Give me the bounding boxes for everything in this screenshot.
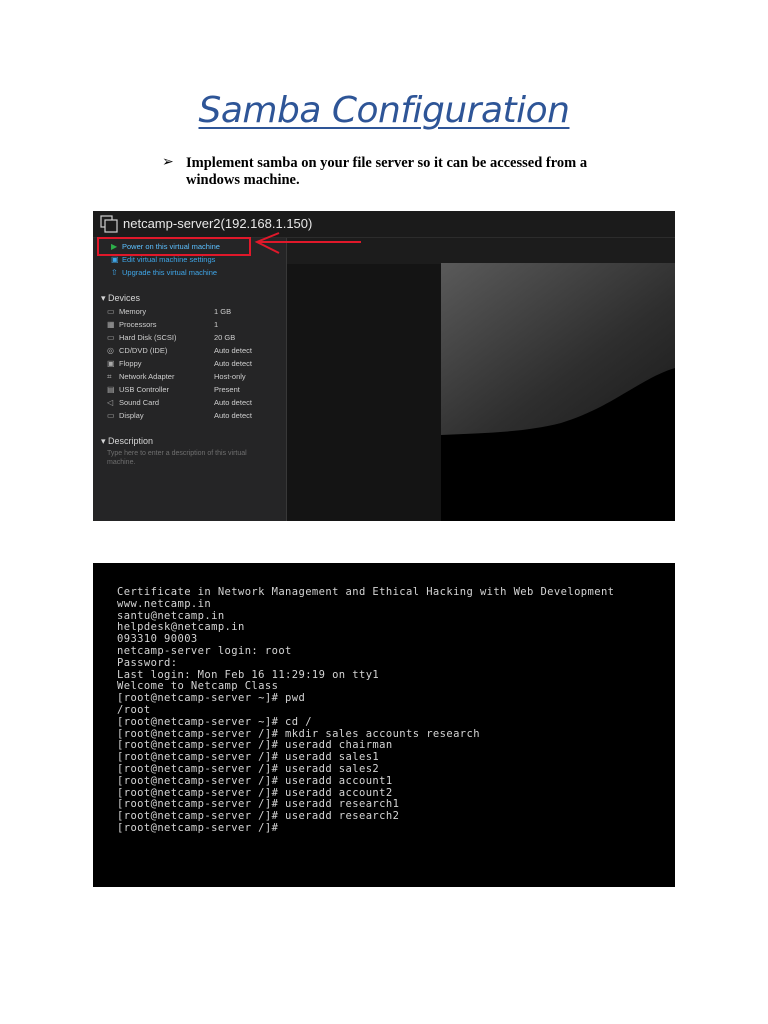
terminal-line: helpdesk@netcamp.in (117, 621, 245, 634)
device-row-memory[interactable] (107, 307, 277, 320)
arrow-bullet-icon: ➢ (162, 155, 174, 170)
collapse-arrow-icon: ▾ (101, 293, 106, 303)
power-on-label: Power on this virtual machine (122, 242, 220, 251)
vm-screen-thumbnail[interactable] (441, 263, 675, 521)
description-section-header[interactable] (101, 436, 153, 447)
red-pointer-arrow (249, 231, 369, 261)
device-name: Display (119, 411, 144, 420)
device-name: CD/DVD (IDE) (119, 346, 168, 355)
terminal-line: [root@netcamp-server /]# useradd account1 (117, 774, 393, 787)
cd-dvd-icon: ◎ (107, 346, 114, 355)
device-row-floppy[interactable] (107, 359, 277, 372)
hard-disk-icon: ▭ (107, 333, 115, 342)
description-input[interactable]: Type here to enter a description of this virtual machine. (107, 450, 247, 466)
terminal-line: [root@netcamp-server /]# useradd research2 (117, 810, 400, 823)
terminal-line: [root@netcamp-server /]# (117, 821, 279, 834)
device-value: Auto detect (214, 359, 252, 368)
device-value: 1 GB (214, 307, 232, 316)
bullet-text: Implement samba on your file server so it can be accessed from a windows machine. (186, 155, 588, 188)
device-name: USB Controller (119, 385, 170, 394)
device-value: Auto detect (214, 346, 252, 355)
device-value: Present (214, 385, 240, 394)
processor-icon: ▦ (107, 320, 115, 329)
terminal-line: [root@netcamp-server /]# useradd research1 (117, 798, 400, 811)
edit-settings-icon: ▣ (111, 255, 119, 264)
vm-title: netcamp-server2(192.168.1.150) (123, 216, 313, 231)
floppy-icon: ▣ (107, 359, 115, 368)
edit-settings-label: Edit virtual machine settings (122, 255, 216, 264)
vm-screenshot (93, 211, 675, 521)
device-value: Auto detect (214, 398, 252, 407)
power-on-highlight-box (97, 237, 251, 256)
terminal-line: Welcome to Netcamp Class (117, 680, 279, 693)
device-name: Processors (119, 320, 157, 329)
terminal-line: [root@netcamp-server /]# useradd sales2 (117, 762, 380, 775)
terminal-line: Password: (117, 656, 178, 669)
device-row-hard-disk[interactable] (107, 333, 277, 346)
terminal-line: /root (117, 703, 151, 716)
device-value: 20 GB (214, 333, 236, 342)
terminal-line: [root@netcamp-server ~]# cd / (117, 715, 312, 728)
terminal-output (117, 587, 614, 835)
vm-titlebar (93, 211, 675, 238)
upgrade-action[interactable] (111, 268, 217, 277)
document-title: Samba Configuration (198, 90, 570, 131)
usb-icon: ▤ (107, 385, 115, 394)
terminal-line: [root@netcamp-server /]# mkdir sales accounts research (117, 727, 480, 740)
terminal-line: [root@netcamp-server /]# useradd sales1 (117, 751, 380, 764)
terminal-line: netcamp-server login: root (117, 644, 292, 657)
terminal-line: 093310 90003 (117, 633, 198, 646)
device-name: Floppy (119, 359, 142, 368)
play-icon: ▶ (111, 242, 118, 251)
vm-sidebar (93, 238, 287, 521)
sound-card-icon: ◁ (107, 398, 114, 407)
bullet-item (162, 155, 632, 189)
device-value: 1 (214, 320, 219, 329)
devices-section-header[interactable] (101, 293, 140, 304)
device-row-network-adapter[interactable] (107, 372, 277, 385)
collapse-arrow-icon: ▾ (101, 436, 106, 446)
terminal-line: Certificate in Network Management and Ethical Hacking with Web Development (117, 586, 615, 598)
terminal-line: [root@netcamp-server /]# useradd chairman (117, 739, 393, 752)
terminal-line: [root@netcamp-server ~]# pwd (117, 692, 306, 705)
terminal-screenshot (93, 563, 675, 887)
device-name: Hard Disk (SCSI) (119, 333, 177, 342)
device-value: Auto detect (214, 411, 252, 420)
terminal-line: Last login: Mon Feb 16 11:29:19 on tty1 (117, 668, 380, 681)
device-row-processors[interactable] (107, 320, 277, 333)
vm-icon (100, 215, 118, 233)
device-row-display[interactable] (107, 411, 277, 424)
device-row-usb-controller[interactable] (107, 385, 277, 398)
edit-settings-action[interactable] (111, 255, 215, 264)
device-name: Sound Card (119, 398, 160, 407)
device-row-sound-card[interactable] (107, 398, 277, 411)
terminal-line: [root@netcamp-server /]# useradd account2 (117, 786, 393, 799)
memory-icon: ▭ (107, 307, 115, 316)
devices-header-label: Devices (108, 293, 141, 303)
terminal-line: www.netcamp.in (117, 597, 212, 610)
terminal-line: santu@netcamp.in (117, 609, 225, 622)
upgrade-icon: ⇧ (111, 268, 118, 277)
network-adapter-icon: ⌗ (107, 372, 112, 381)
device-row-cd-dvd[interactable] (107, 346, 277, 359)
description-header-label: Description (108, 436, 154, 446)
device-value: Host-only (214, 372, 246, 381)
display-icon: ▭ (107, 411, 115, 420)
device-name: Network Adapter (119, 372, 175, 381)
upgrade-label: Upgrade this virtual machine (122, 268, 218, 277)
device-name: Memory (119, 307, 147, 316)
